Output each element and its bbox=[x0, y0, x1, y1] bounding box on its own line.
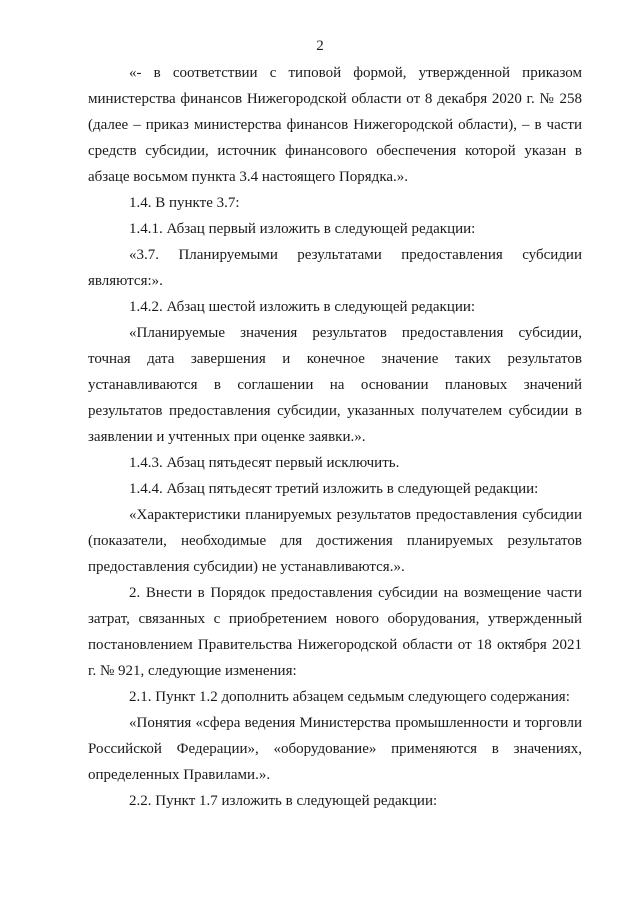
paragraph: 1.4.1. Абзац первый изложить в следующей редакции: bbox=[129, 221, 476, 237]
paragraph: «3.7. Планируемыми результатами предоставления субсидии являются:». bbox=[88, 247, 582, 289]
paragraph: 2. Внести в Порядок предоставления субсидии на возмещение части затрат, связанных с приобретением нового оборудования, утвержденный постановлением Правительства Нижегородской области от 18 октября 2021 г. № 921, следующие изменения: bbox=[88, 585, 582, 679]
document-body bbox=[88, 60, 582, 814]
paragraph: 1.4.3. Абзац пятьдесят первый исключить. bbox=[129, 455, 400, 471]
paragraph: «Характеристики планируемых результатов предоставления субсидии (показатели, необходимые для достижения планируемых результатов предоставления субсидии) не устанавливаются.». bbox=[88, 507, 582, 575]
paragraph: «Планируемые значения результатов предоставления субсидии, точная дата завершения и конечное значение таких результатов устанавливаются в соглашении на основании плановых значений результатов предоставления субсидии, указанных получателем субсидии в заявлении и учтенных при оценке заявки.». bbox=[88, 325, 582, 445]
paragraph: 1.4. В пункте 3.7: bbox=[129, 195, 240, 211]
paragraph: 1.4.4. Абзац пятьдесят третий изложить в следующей редакции: bbox=[129, 481, 539, 497]
paragraph: 2.1. Пункт 1.2 дополнить абзацем седьмым следующего содержания: bbox=[129, 689, 570, 705]
page-number: 2 bbox=[316, 38, 324, 54]
paragraph: 2.2. Пункт 1.7 изложить в следующей редакции: bbox=[129, 793, 438, 809]
paragraph: 1.4.2. Абзац шестой изложить в следующей редакции: bbox=[129, 299, 476, 315]
paragraph: «- в соответствии с типовой формой, утвержденной приказом министерства финансов Нижегородской области от 8 декабря 2020 г. № 258 (далее – приказ министерства финансов Нижегородской области), – в части средств субсидии, источник финансового обеспечения которой указан в абзаце восьмом пункта 3.4 настоящего Порядка.». bbox=[88, 65, 582, 185]
paragraph: «Понятия «сфера ведения Министерства промышленности и торговли Российской Федерации», «оборудование» применяются в значениях, определенных Правилами.». bbox=[88, 715, 582, 783]
